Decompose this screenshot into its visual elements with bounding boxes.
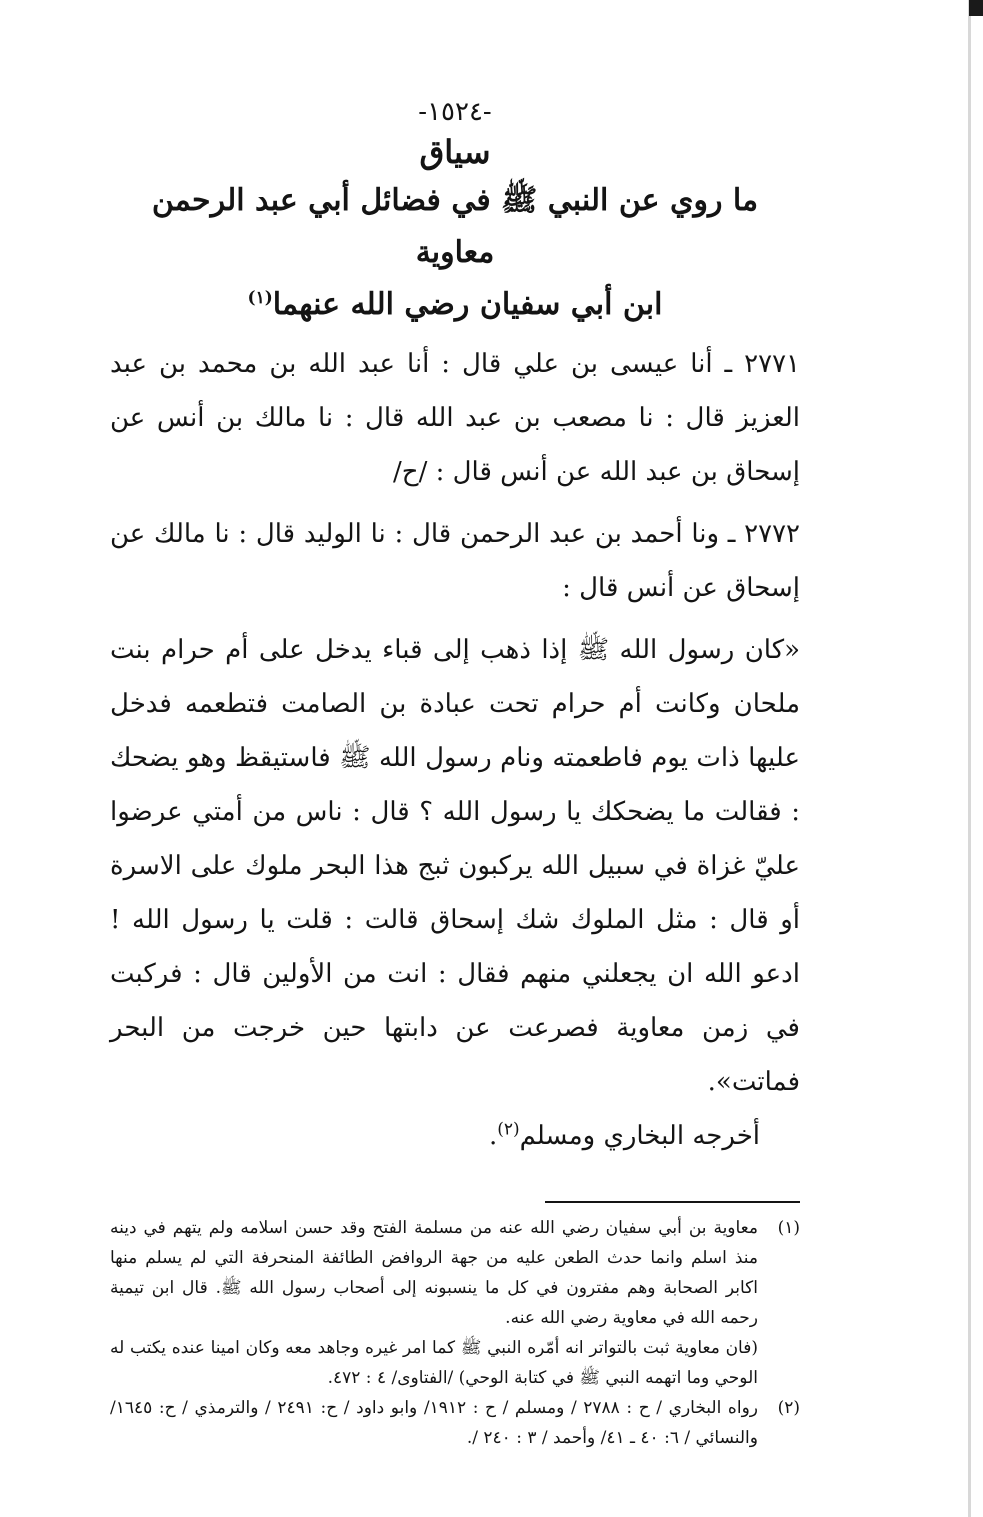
footnote-ref-2: (٢) <box>497 1119 520 1140</box>
scan-corner-mark <box>969 0 983 16</box>
hadith-chain-2771: ٢٧٧١ ـ أنا عيسى بن علي قال : أنا عبد الله بن محمد بن عبد العزيز قال : نا مصعب بن عبد الله قال : نا مالك بن أنس عن إسحاق بن عبد الله عن أنس قال : /ح/ <box>110 349 800 487</box>
footnote-ref-1: (١) <box>247 288 273 308</box>
book-page <box>110 95 800 1453</box>
title-line-1: ما روي عن النبي ﷺ في فضائل أبي عبد الرحمن معاوية <box>151 183 759 270</box>
title-line-2 <box>110 279 800 331</box>
footnote-divider <box>545 1201 800 1203</box>
title-line-2-text: ابن أبي سفيان رضي الله عنهما <box>272 287 663 322</box>
footnotes <box>110 1213 800 1453</box>
hadith-source <box>110 1109 800 1163</box>
hadith-chain-2772: ٢٧٧٢ ـ ونا أحمد بن عبد الرحمن قال : نا الوليد قال : نا مالك عن إسحاق عن أنس قال : <box>110 519 800 603</box>
footnote-2-number: (٢) <box>777 1398 800 1418</box>
scan-edge-line <box>968 0 971 1517</box>
closing-end: . <box>488 1121 498 1151</box>
chapter-title <box>110 175 800 331</box>
page-number: -١٥٢٤- <box>418 97 492 127</box>
closing-text: أخرجه البخاري ومسلم <box>519 1121 760 1151</box>
section-label: سياق <box>419 133 491 171</box>
hadith-text: «كان رسول الله ﷺ إذا ذهب إلى قباء يدخل على أم حرام بنت ملحان وكانت أم حرام تحت عبادة بن الصامت فتطعمه فدخل عليها ذات يوم فاطعمته ونام رسول الله ﷺ فاستيقظ وهو يضحك : فقالت ما يضحكك يا رسول الله ؟ قال : ناس من أمتي عرضوا عليّ غزاة في سبيل الله يركبون ثبج هذا البحر ملوك على الاسرة أو قال : مثل الملوك شك إسحاق قالت : قلت يا رسول الله ! ادعو الله ان يجعلني منهم فقال : انت من الأولين قال : فركبت في زمن معاوية فصرعت عن دابتها حين خرجت من البحر فماتت». <box>110 635 800 1097</box>
footnote-1-quote: (فان معاوية ثبت بالتواتر انه أمّره النبي ﷺ كما امر غيره وجاهد معه وكان امينا عنده يكتب له الوحي وما اتهمه النبي ﷺ في كتابة الوحي) /الفتاوى/ ٤ : ٤٧٢. <box>110 1338 758 1388</box>
footnote-2 <box>110 1393 800 1453</box>
footnote-1 <box>110 1213 800 1333</box>
main-text <box>110 337 800 1163</box>
footnote-2-text: رواه البخاري / ح : ٢٧٨٨ / ومسلم / ح : ١٩١٢/ وابو داود / ح: ٢٤٩١ / والترمذي / ح: ١٦٤٥/ والنسائي / ٦: ٤٠ ـ ٤١/ وأحمد / ٣ : ٢٤٠ /. <box>110 1398 758 1448</box>
footnote-1-text: معاوية بن أبي سفيان رضي الله عنه من مسلمة الفتح وقد حسن اسلامه ولم يتهم في دينه منذ اسلم وانما حدث الطعن عليه من جهة الروافض الطائفة المنحرفة التي لم يسلم منها اكابر الصحابة وهم مفترون في كل ما ينسبونه إلى أصحاب رسول الله ﷺ. قال ابن تيمية رحمه الله في معاوية رضي الله عنه. <box>110 1218 758 1328</box>
footnote-1-number: (١) <box>777 1218 800 1238</box>
